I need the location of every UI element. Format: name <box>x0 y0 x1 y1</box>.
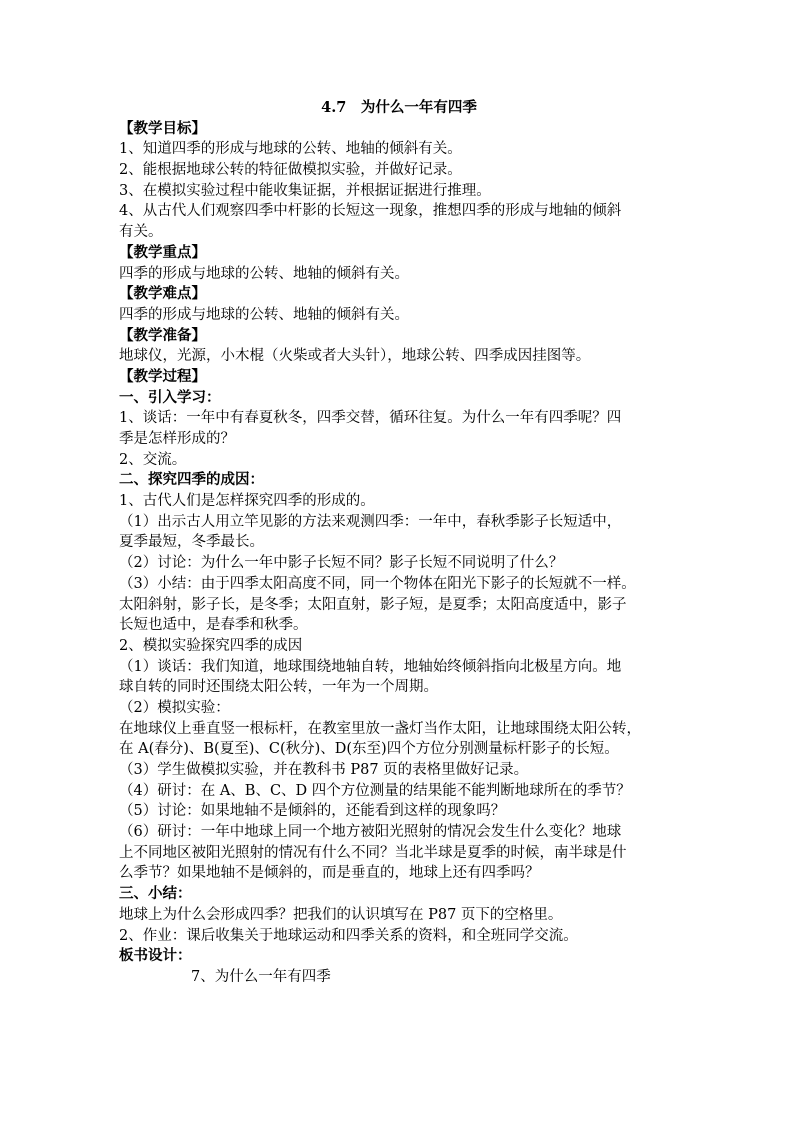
paragraph-line: 四季的形成与地球的公转、地轴的倾斜有关。 <box>119 265 409 282</box>
paragraph-line: （3）小结：由于四季太阳高度不同，同一个物体在阳光下影子的长短就不一样。 <box>119 575 636 592</box>
document-title <box>119 98 519 119</box>
document-title-text: 4.7 为什么一年有四季 <box>321 99 477 116</box>
paragraph-line: （3）学生做模拟实验，并在教科书 P87 页的表格里做好记录。 <box>119 762 529 778</box>
paragraph-line: 夏季最短，冬季最长。 <box>119 534 264 551</box>
paragraph-line: （1）出示古人用立竿见影的方法来观测四季：一年中，春秋季影子长短适中， <box>119 513 622 530</box>
paragraph-line: 2、模拟实验探究四季的成因 <box>119 637 303 654</box>
paragraph-line: 2、能根据地球公转的特征做模拟实验，并做好记录。 <box>119 162 462 179</box>
paragraph-line: 4、从古代人们观察四季中杆影的长短这一现象，推想四季的形成与地轴的倾斜 <box>119 203 622 220</box>
section-heading: 三、小结： <box>119 885 192 903</box>
paragraph-line: （2）模拟实验： <box>119 699 230 716</box>
paragraph-line: 季是怎样形成的？ <box>119 431 235 447</box>
paragraph-line: （1）谈话：我们知道，地球围绕地轴自转，地轴始终倾斜指向北极星方向。地 <box>119 658 622 675</box>
paragraph-line: 长短也适中，是春季和秋季。 <box>119 617 308 634</box>
paragraph-line: 2、作业：课后收集关于地球运动和四季关系的资料，和全班同学交流。 <box>119 927 578 944</box>
paragraph-line: （4）研讨：在 A、B、C、D 四个方位测量的结果能不能判断地球所在的季节？ <box>119 782 631 799</box>
section-heading: 【教学目标】 <box>119 119 206 137</box>
paragraph-line: 上不同地区被阳光照射的情况有什么不同？当北半球是夏季的时候，南半球是什 <box>119 844 627 861</box>
paragraph-line: 么季节？如果地轴不是倾斜的，而是垂直的，地球上还有四季吗？ <box>119 865 540 882</box>
paragraph-line: 球自转的同时还围绕太阳公转，一年为一个周期。 <box>119 679 438 696</box>
paragraph-line: 有关。 <box>119 224 163 241</box>
document-body <box>119 119 679 967</box>
paragraph-line: 1、古代人们是怎样探究四季的形成的。 <box>119 493 375 510</box>
section-heading: 【教学重点】 <box>119 243 206 261</box>
paragraph-line: 在 A(春分)、B(夏至)、C(秋分)、D(东至)四个方位分别测量标杆影子的长短。 <box>119 741 619 758</box>
paragraph-line: 1、知道四季的形成与地球的公转、地轴的倾斜有关。 <box>119 141 462 158</box>
paragraph-line: 四季的形成与地球的公转、地轴的倾斜有关。 <box>119 306 409 323</box>
document-page <box>119 98 679 988</box>
paragraph-line: （5）讨论：如果地轴不是倾斜的，还能看到这样的现象吗？ <box>119 803 506 820</box>
paragraph-line: 在地球仪上垂直竖一根标杆，在教室里放一盏灯当作太阳，让地球围绕太阳公转， <box>119 720 641 737</box>
paragraph-line: 地球仪，光源，小木棍（火柴或者大头针），地球公转、四季成因挂图等。 <box>119 348 591 365</box>
paragraph-line: 2、交流。 <box>119 451 187 468</box>
paragraph-line: （6）研讨：一年中地球上同一个地方被阳光照射的情况会发生什么变化？地球 <box>119 824 622 841</box>
paragraph-line: 地球上为什么会形成四季？把我们的认识填写在 P87 页下的空格里。 <box>119 906 563 923</box>
section-heading: 板书设计： <box>119 947 192 965</box>
paragraph-line: 太阳斜射，影子长，是冬季；太阳直射，影子短，是夏季；太阳高度适中，影子 <box>119 596 627 613</box>
section-heading: 一、引入学习： <box>119 388 221 406</box>
paragraph-line: 1、谈话：一年中有春夏秋冬，四季交替，循环往复。为什么一年有四季呢？四 <box>119 410 622 427</box>
section-heading: 【教学过程】 <box>119 367 206 385</box>
board-design-title: 7、为什么一年有四季 <box>191 968 331 985</box>
section-heading: 二、探究四季的成因： <box>119 471 264 489</box>
section-heading: 【教学难点】 <box>119 285 206 303</box>
paragraph-line: 3、在模拟实验过程中能收集证据，并根据证据进行推理。 <box>119 182 491 199</box>
paragraph-line: （2）讨论：为什么一年中影子长短不同？影子长短不同说明了什么？ <box>119 555 564 572</box>
section-heading: 【教学准备】 <box>119 326 206 344</box>
